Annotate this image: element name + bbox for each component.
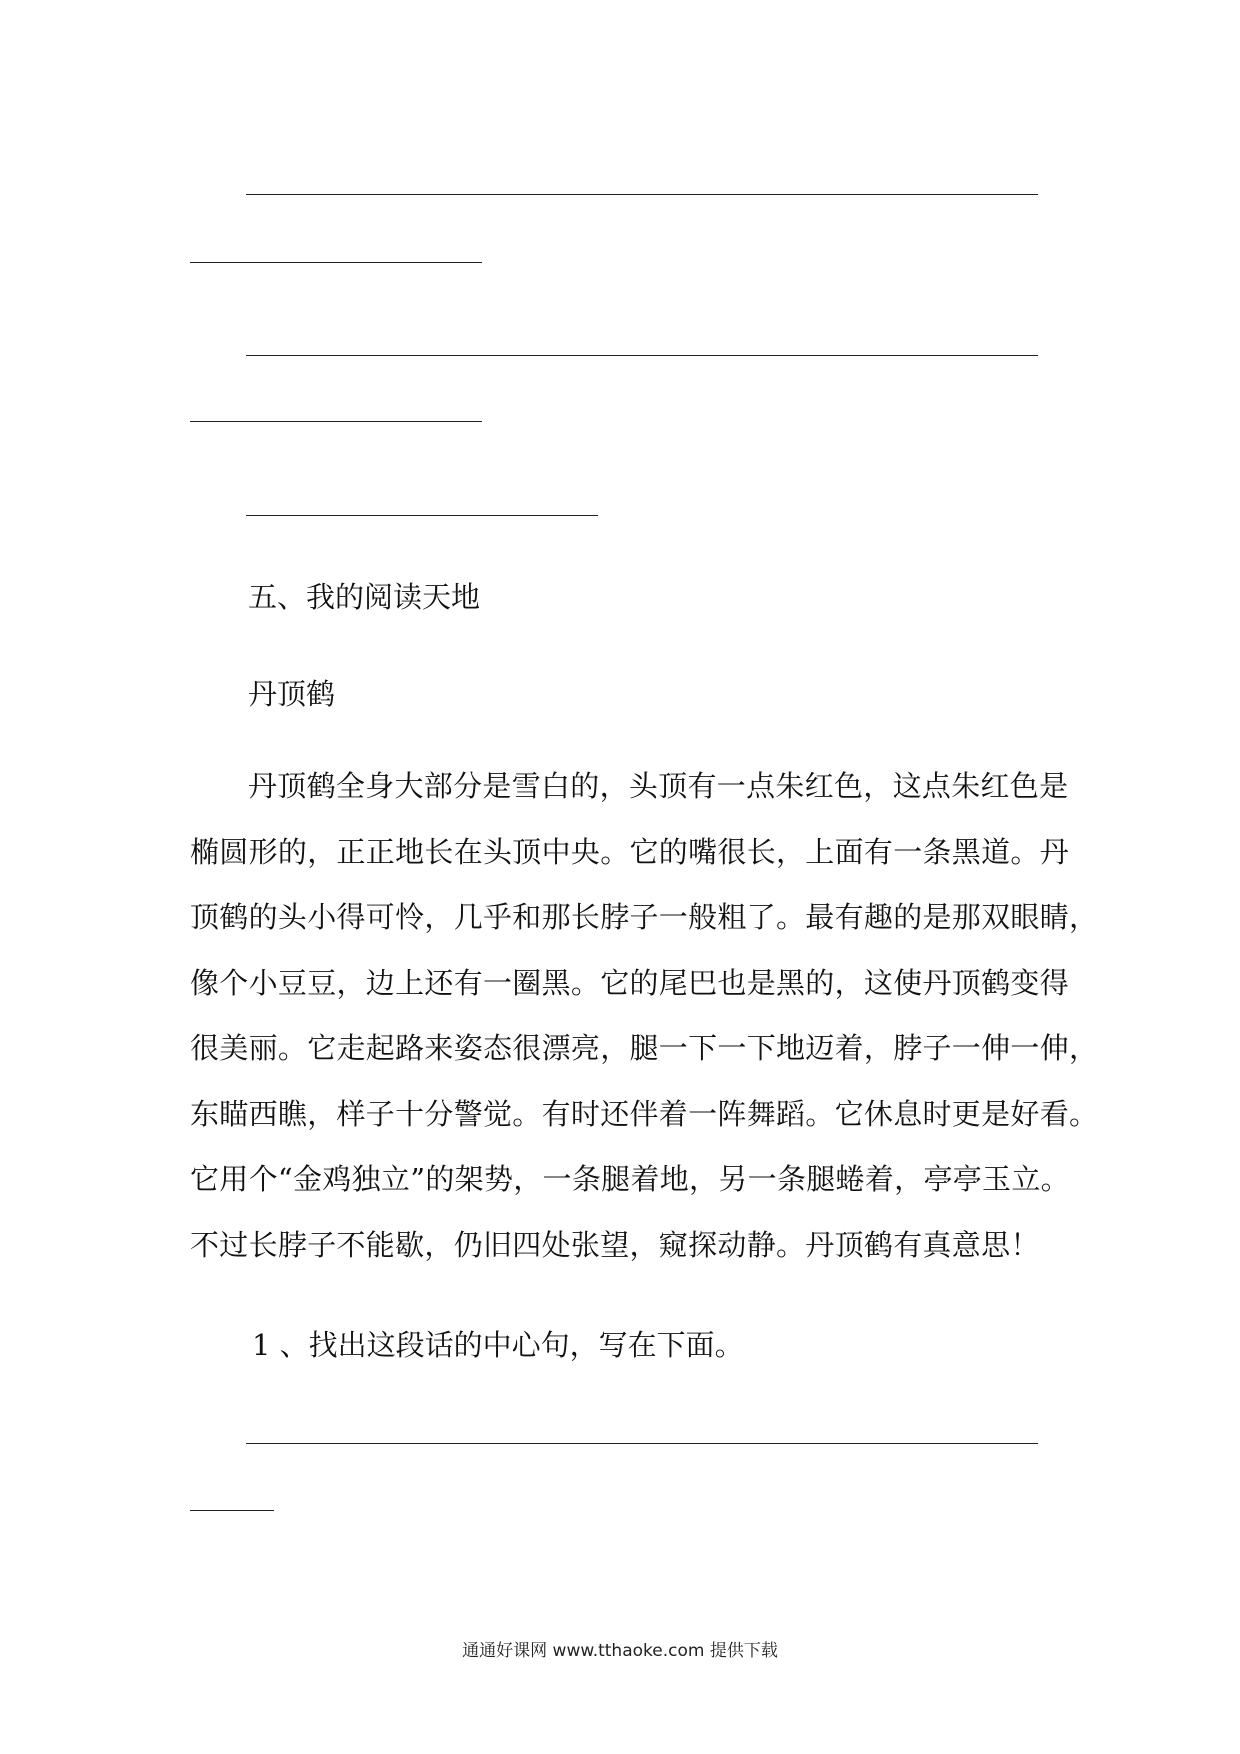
passage-line: 像个小豆豆，边上还有一圈黑。它的尾巴也是黑的，这使丹顶鹤变得: [190, 965, 1070, 1000]
passage-line: 不过长脖子不能歇，仍旧四处张望，窥探动静。丹顶鹤有真意思！: [190, 1227, 1040, 1262]
passage-line: 很美丽。它走起路来姿态很漂亮，腿一下一下地迈着，脖子一伸一伸，: [190, 1031, 1099, 1065]
answer-blank-line: [246, 515, 598, 516]
passage-body: [190, 754, 1099, 1278]
answer-blank-line: [190, 1510, 274, 1511]
answer-blank-line: [246, 355, 1038, 356]
section-heading: 五、我的阅读天地: [248, 580, 481, 614]
passage-line: 椭圆形的，正正地长在头顶中央。它的嘴很长，上面有一条黑道。丹: [190, 834, 1070, 869]
passage-title: 丹顶鹤: [248, 677, 336, 711]
passage-line: 它用个“金鸡独立”的架势，一条腿着地，另一条腿蜷着，亭亭玉立。: [190, 1162, 1070, 1196]
footer-credit: 通通好课网 www.tthaoke.com 提供下载: [462, 1641, 778, 1661]
passage-line: 顶鹤的头小得可怜，几乎和那长脖子一般粗了。最有趣的是那双眼睛，: [190, 900, 1099, 934]
answer-blank-line: [246, 194, 1038, 195]
answer-blank-line: [190, 421, 482, 422]
passage-line: 丹顶鹤全身大部分是雪白的，头顶有一点朱红色，这点朱红色是: [248, 769, 1069, 803]
answer-blank-line: [190, 262, 482, 263]
passage-line: 东瞄西瞧，样子十分警觉。有时还伴着一阵舞蹈。它休息时更是好看。: [190, 1096, 1099, 1131]
question-1: 1 、找出这段话的中心句，写在下面。: [252, 1328, 744, 1362]
answer-blank-line: [246, 1443, 1038, 1444]
